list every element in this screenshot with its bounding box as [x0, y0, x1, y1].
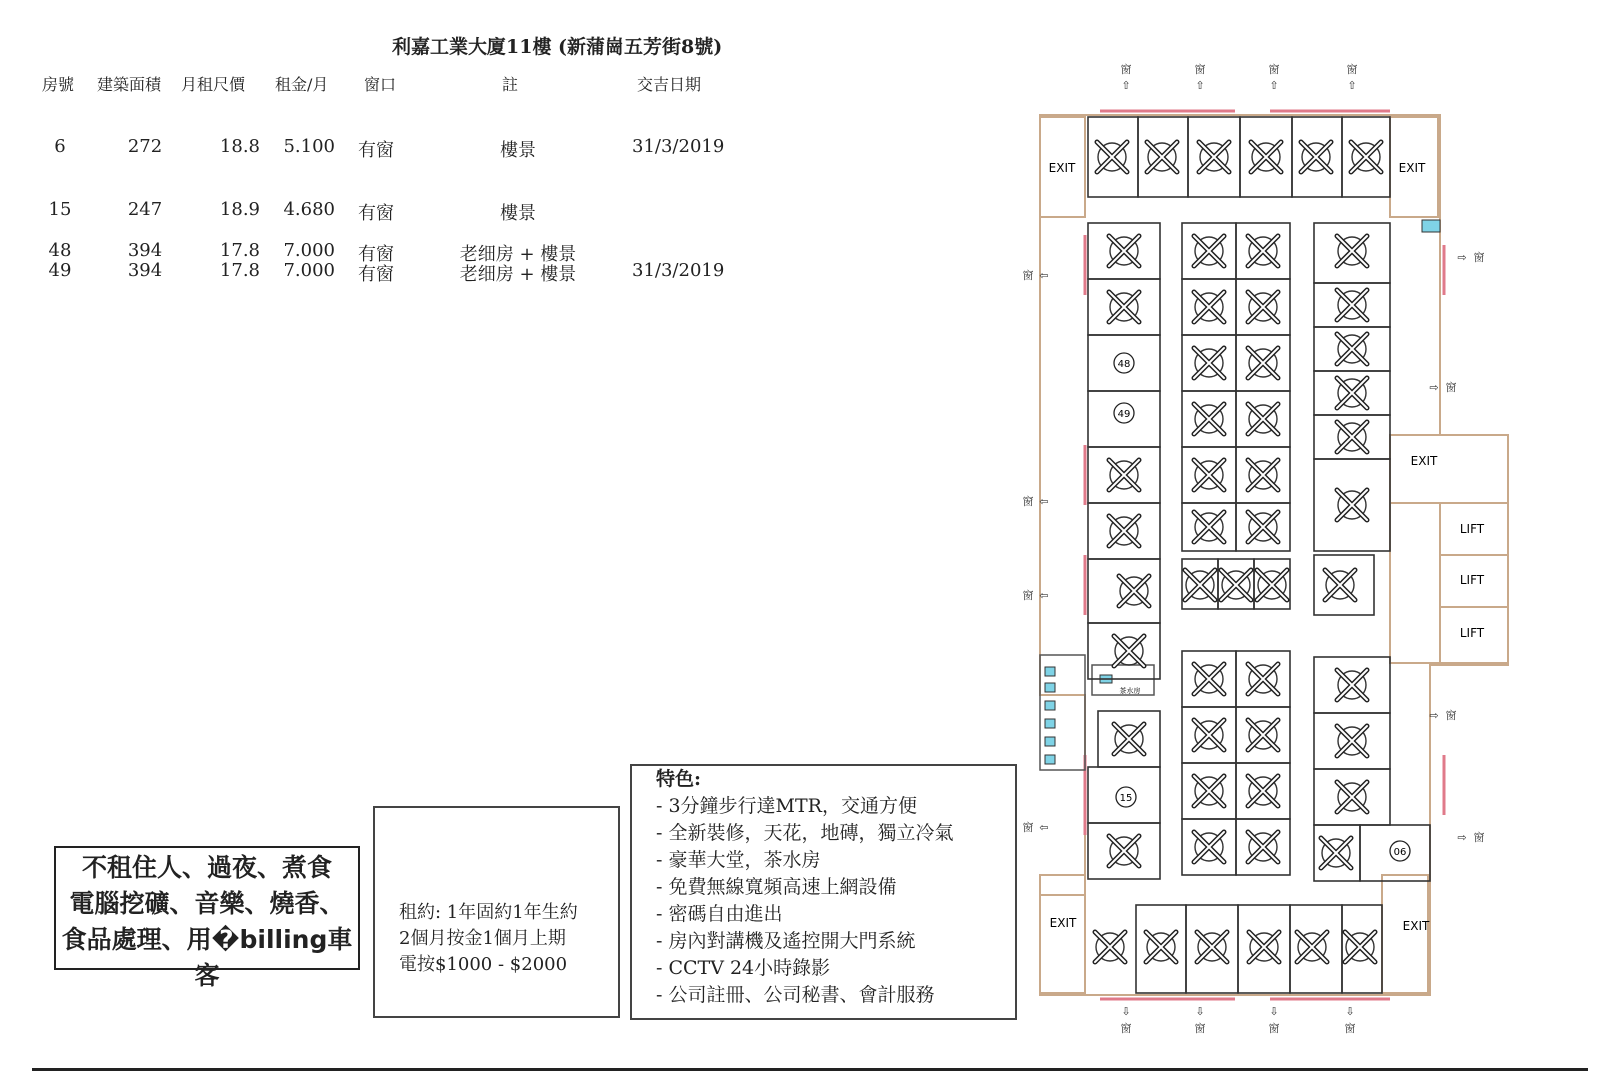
unit-price-per-sqft: 18.8 [219, 136, 260, 157]
feature-item: - 3分鐘步行達MTR，交通方便 [656, 795, 917, 817]
exit-label: EXIT [1048, 161, 1076, 175]
header-area: 建築面積 [97, 75, 162, 94]
unit-note: 樓景 [500, 140, 536, 161]
window-label: 窗 [1346, 63, 1358, 76]
header-window: 窗口 [364, 75, 397, 94]
arrow-left-icon: ⇦ [1039, 495, 1049, 508]
arrow-down-icon: ⇩ [1269, 1005, 1279, 1018]
pantry-label: 茶水房 [1119, 687, 1141, 695]
arrow-up-icon: ⇧ [1269, 79, 1279, 92]
arrow-down-icon: ⇩ [1345, 1005, 1355, 1018]
window-label: 窗 [1022, 495, 1034, 508]
arrow-left-icon: ⇦ [1039, 269, 1049, 282]
exit-label: EXIT [1398, 161, 1426, 175]
unit-48-label: 48 [1117, 359, 1131, 370]
unit-window: 有窗 [358, 264, 394, 285]
arrow-left-icon: ⇦ [1039, 589, 1049, 602]
unit-room: 15 [48, 199, 72, 220]
lift-label: LIFT [1459, 522, 1485, 536]
window-label: 窗 [1022, 269, 1034, 282]
lift-label: LIFT [1459, 626, 1485, 640]
window-label: 窗 [1268, 1022, 1280, 1035]
window-label: 窗 [1473, 831, 1485, 844]
unit-window: 有窗 [358, 244, 394, 265]
unit-06-label: 06 [1393, 847, 1407, 858]
unit-handover: 31/3/2019 [632, 136, 725, 157]
page-title: 利嘉工業大廈11樓 (新蒲崗五芳街8號) [392, 36, 723, 58]
lease-terms-box [373, 806, 620, 1018]
lease-term-line: 電按$1000 - $2000 [399, 954, 568, 975]
window-label: 窗 [1022, 589, 1034, 602]
unit-rent: 4.680 [283, 199, 335, 220]
unit-rent: 5.100 [283, 136, 335, 157]
unit-49-label: 49 [1117, 409, 1131, 420]
feature-item: - 房內對講機及遙控開大門系統 [656, 930, 916, 952]
unit-price-per-sqft: 18.9 [219, 199, 260, 220]
exit-label: EXIT [1410, 454, 1438, 468]
unit-handover: 31/3/2019 [632, 260, 725, 281]
pantry-fixtures [1045, 220, 1440, 764]
corner-exit-rooms [1040, 117, 1438, 993]
unit-room: 48 [48, 240, 72, 261]
page-bottom-rule [32, 1068, 1588, 1071]
arrow-right-icon: ⇨ [1429, 709, 1439, 722]
unit-note: 老细房 + 樓景 [459, 264, 577, 285]
arrow-down-icon: ⇩ [1121, 1005, 1131, 1018]
window-label: 窗 [1120, 1022, 1132, 1035]
lift-label: LIFT [1459, 573, 1485, 587]
unit-note: 樓景 [500, 203, 536, 224]
exit-label: EXIT [1049, 916, 1077, 930]
arrow-up-icon: ⇧ [1195, 79, 1205, 92]
restriction-line: 食品處理、用�billing車客 [61, 925, 353, 990]
features-title: 特色: [656, 768, 702, 790]
window-label: 窗 [1120, 63, 1132, 76]
unit-rent: 7.000 [283, 240, 335, 261]
unit-15-label: 15 [1119, 793, 1133, 804]
unit-area: 394 [127, 260, 163, 281]
window-label: 窗 [1445, 381, 1457, 394]
arrow-right-icon: ⇨ [1457, 831, 1467, 844]
unit-area: 272 [127, 136, 163, 157]
window-label: 窗 [1194, 63, 1206, 76]
window-arrows [1023, 62, 1485, 1035]
window-label: 窗 [1022, 821, 1034, 834]
window-label: 窗 [1473, 251, 1485, 264]
unit-rent: 7.000 [283, 260, 335, 281]
features-box [630, 764, 1017, 1020]
feature-item: - CCTV 24小時錄影 [656, 957, 831, 979]
restrictions-box [54, 846, 360, 990]
lease-term-line: 2個月按金1個月上期 [399, 928, 566, 949]
header-rent: 租金/月 [275, 75, 329, 94]
unit-note: 老细房 + 樓景 [459, 244, 577, 265]
feature-item: - 全新裝修，天花，地磚，獨立冷氣 [656, 822, 954, 844]
unit-price-per-sqft: 17.8 [219, 240, 260, 261]
header-room: 房號 [42, 75, 75, 94]
ceiling-fan-units [1095, 142, 1381, 962]
feature-item: - 豪華大堂，茶水房 [656, 849, 821, 871]
arrow-right-icon: ⇨ [1457, 251, 1467, 264]
exit-label: EXIT [1402, 919, 1430, 933]
feature-item: - 免費無線寬頻高速上網設備 [656, 876, 897, 898]
floor-plan [1022, 55, 1550, 1055]
header-note: 註 [502, 75, 519, 94]
unit-price-per-sqft: 17.8 [219, 260, 260, 281]
arrow-up-icon: ⇧ [1347, 79, 1357, 92]
window-label: 窗 [1344, 1022, 1356, 1035]
unit-area: 394 [127, 240, 163, 261]
arrow-down-icon: ⇩ [1195, 1005, 1205, 1018]
arrow-right-icon: ⇨ [1429, 381, 1439, 394]
unit-window: 有窗 [358, 140, 394, 161]
unit-room: 49 [48, 260, 72, 281]
arrow-up-icon: ⇧ [1121, 79, 1131, 92]
window-label: 窗 [1445, 709, 1457, 722]
unit-window: 有窗 [358, 203, 394, 224]
restriction-line: 電腦挖礦、音樂、燒香、 [69, 889, 345, 918]
lease-term-line: 租約: 1年固約1年生約 [399, 902, 578, 923]
feature-item: - 公司註冊、公司秘書、會計服務 [656, 984, 935, 1006]
unit-room: 6 [54, 136, 66, 157]
window-label: 窗 [1194, 1022, 1206, 1035]
lift-core [1390, 435, 1508, 663]
feature-item: - 密碼自由進出 [656, 903, 783, 925]
unit-area: 247 [127, 199, 163, 220]
window-label: 窗 [1268, 63, 1280, 76]
header-price-per-sqft: 月租尺價 [181, 75, 246, 94]
restriction-line: 不租住人、過夜、煮食 [81, 853, 332, 882]
arrow-left-icon: ⇦ [1039, 821, 1049, 834]
pantry [1040, 655, 1154, 770]
header-handover: 交吉日期 [637, 75, 702, 94]
